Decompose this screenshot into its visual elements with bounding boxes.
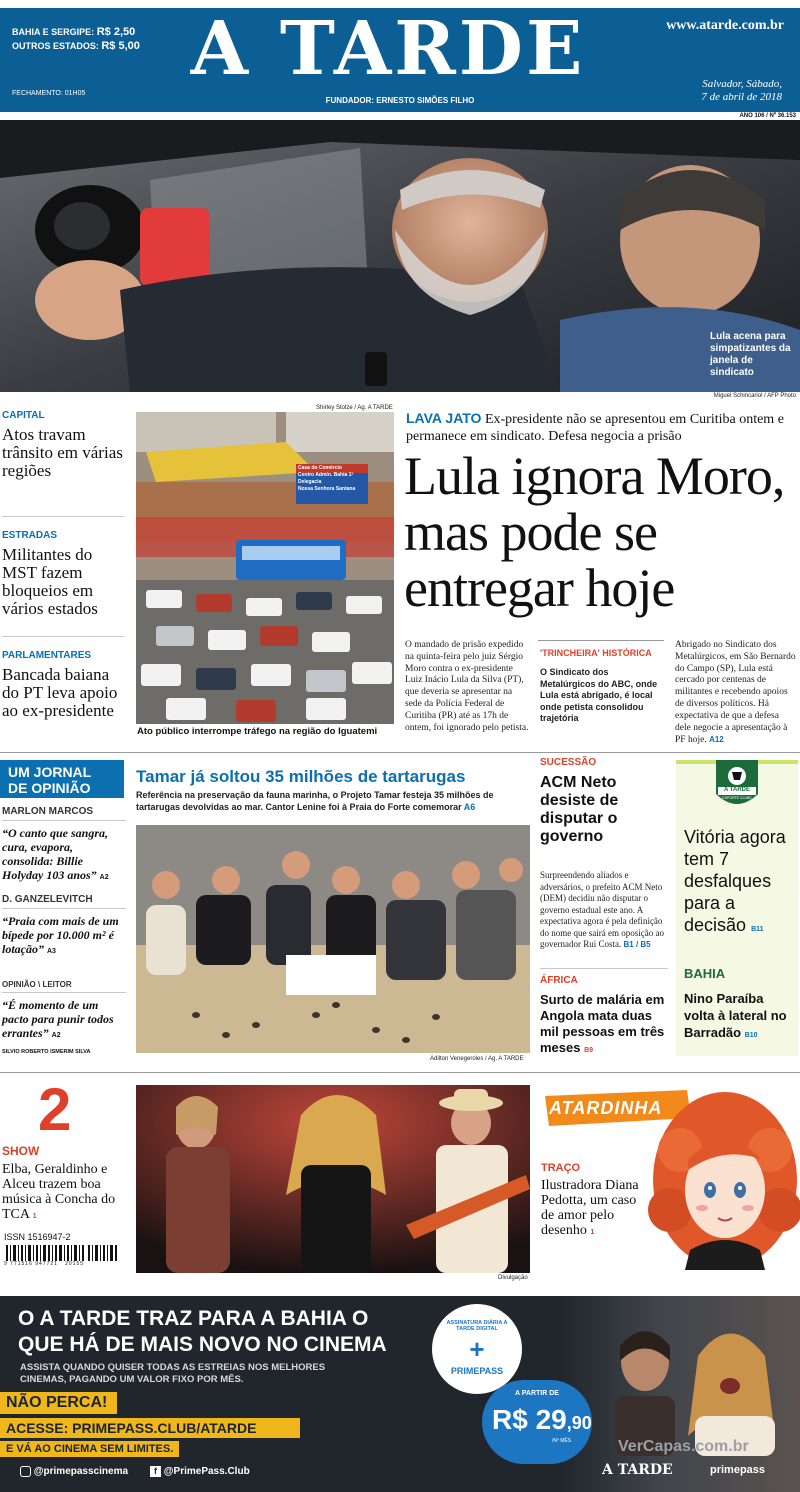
primepass-ad[interactable] [0, 1296, 800, 1492]
story-headline: Ilustradora Diana Pedotta, um caso de amor pelo desenho 1 [541, 1178, 639, 1238]
lead-photo-credit: Miguel Schincariol / AFP Photo [713, 393, 796, 399]
left-teaser-1[interactable] [2, 410, 128, 480]
teaser-kicker: PARLAMENTARES [2, 650, 92, 661]
caderno-2-number: 2 [38, 1076, 72, 1143]
facebook-icon: f [150, 1466, 161, 1477]
ad-cta-dont-miss: NÃO PERCA! [0, 1392, 117, 1414]
tamar-headline[interactable]: Tamar já soltou 35 milhões de tartarugas [136, 767, 466, 786]
badge-subtext: ESPORTE CLUBE [722, 796, 752, 800]
lead-body-col3: Abrigado no Sindicato dos Metalúrgicos, em São Bernardo do Campo (SP), Lula está cercado por centenas de militantes e recebendo apoios de diversos políticos. Há expectativa de que a defesa dele negocie a apresentação à PF hoje. A12 [675, 640, 796, 746]
price-bahia: BAHIA E SERGIPE: R$ 2,50 [12, 26, 136, 38]
edition-number: ANO 106 / Nº 36.153 [739, 113, 796, 119]
divider [538, 640, 664, 641]
traffic-photo-credit: Shirley Stolze / Ag. A TARDE [316, 405, 393, 411]
story-kicker: TRAÇO [541, 1162, 581, 1174]
traffic-photo-caption: Ato público interrompe tráfego na região do Iguatemi [137, 726, 378, 737]
lead-sidebar[interactable] [540, 648, 664, 725]
ad-brand-primepass: primepass [710, 1464, 766, 1476]
ad-price-badge [482, 1380, 592, 1464]
story-kicker: SUCESSÃO [540, 757, 597, 768]
reader-section-title: OPINIÃO \ LEITOR [2, 980, 72, 989]
newspaper-logo: A TARDE [190, 6, 586, 92]
lead-photo-illustration [0, 120, 800, 392]
street-sign: Casa do Comércio Centro Admin. Bahia 1ª Delegacia Nossa Senhora Santana [298, 465, 356, 492]
barcode-digits: 9 771516 947721 20155 [4, 1261, 84, 1267]
badge-text: A TARDE [724, 787, 750, 793]
website-link[interactable]: www.atarde.com.br [666, 18, 784, 33]
sport-headline: Vitória agora tem 7 desfalques para a decisão B11 [684, 827, 786, 935]
story-kicker: ÁFRICA [540, 975, 578, 986]
section-divider [0, 1072, 800, 1073]
divider [2, 636, 124, 637]
ad-cta-url[interactable]: ACESSE: PRIMEPASS.CLUB/ATARDE [0, 1418, 300, 1438]
watermark: VerCapas.com.br [618, 1438, 749, 1455]
teaser-headline: Bancada baiana do PT leva apoio ao ex-presidente [2, 665, 118, 720]
teaser-kicker: ESTRADAS [2, 530, 58, 541]
sport-kicker: BAHIA [684, 966, 726, 981]
teaser-headline: Atos travam trânsito em várias regiões [2, 425, 123, 480]
traffic-photo-illustration [136, 412, 394, 724]
ad-people [610, 1316, 680, 1396]
tamar-deck: Referência na preservação da fauna marinha, o Projeto Tamar festeja 35 milhões de tartarugas devolvidas ao mar. Cantor Lenine foi à Praia do Forte comemorar A6 [136, 790, 494, 812]
africa-story[interactable] [540, 975, 668, 1059]
barcode [4, 1245, 124, 1267]
sport-headline-2: Nino Paraíba volta à lateral no Barradão B10 [684, 991, 787, 1040]
lead-photo-caption: Lula acena para simpatizantes da janela de sindicato [710, 331, 791, 378]
opinion-title-box [0, 760, 124, 798]
concert-photo[interactable] [136, 1085, 530, 1273]
reader-opinion[interactable] [2, 980, 126, 1055]
lead-photo[interactable] [0, 120, 800, 392]
lead-body-col1: O mandado de prisão expedido na quinta-feira pelo juiz Sérgio Moro contra o ex-presidente Luiz Inácio Lula da Silva (PT), que deveria se apresentar na sede da Polícia Federal de Curitiba (PR) até as 17h de ontem, foi ignorado pelo petista. [405, 640, 529, 733]
price-from: A PARTIR DE [515, 1390, 559, 1397]
opinion-entry-1[interactable] [2, 806, 126, 885]
reader-quote: “É momento de um pacto para punir todos errantes” A2 [2, 998, 114, 1040]
concert-photo-illustration [136, 1085, 530, 1273]
sidebar-kicker: 'TRINCHEIRA' HISTÓRICA [540, 648, 652, 658]
tamar-photo-illustration [136, 825, 530, 1053]
tamar-photo[interactable] [136, 825, 530, 1053]
columnist-name: MARLON MARCOS [2, 806, 94, 817]
show-teaser[interactable] [2, 1144, 132, 1224]
opinion-entry-2[interactable] [2, 894, 126, 959]
divider [2, 516, 124, 517]
show-kicker: SHOW [2, 1144, 40, 1158]
sidebar-text: O Sindicato dos Metalúrgicos do ABC, onde Lula está abrigado, é local onde petista consolidou trajetória [540, 667, 658, 723]
dateline: Salvador, Sábado, 7 de abril de 2018 [701, 78, 782, 103]
columnist-name: D. GANZELEVITCH [2, 894, 93, 905]
story-headline: Surto de malária em Angola mata duas mil pessoas em três meses B9 [540, 992, 665, 1055]
girl-illustration [640, 1090, 800, 1270]
column-quote: “Praia com mais de um bípede por 10.000 m² é lotação” A3 [2, 914, 119, 956]
show-headline: Elba, Geraldinho e Alceu trazem boa música à Concha do TCA 1 [2, 1162, 116, 1222]
succession-story[interactable] [540, 757, 668, 951]
teaser-headline: Militantes do MST fazem bloqueios em vários estados [2, 545, 98, 618]
sport-badge [712, 760, 762, 814]
ad-instagram[interactable]: @primepasscinema [20, 1466, 128, 1477]
founder-line: FUNDADOR: ERNESTO SIMÕES FILHO [325, 96, 475, 105]
column-quote: “O canto que sangra, cura, evapora, consolida: Billie Holyday 103 anos” A2 [2, 826, 109, 882]
story-body: Surpreendendo aliados e adversários, o prefeito ACM Neto (DEM) decidiu não disputar o governo estadual este ano. A expectativa agora é pela definição do nome que sairá em oposição ao governador Rui Costa. B1 / B5 [540, 870, 664, 949]
divider [2, 820, 126, 821]
reader-name: SILVIO ROBERTO ISMERIM SILVA [2, 1049, 91, 1055]
lead-headline[interactable]: Lula ignora Moro, mas pode se entregar hoje [404, 446, 785, 618]
ad-facebook[interactable]: f @PrimePass.Club [150, 1466, 250, 1477]
ad-brand-atarde: A TARDE [602, 1462, 673, 1478]
left-teaser-3[interactable] [2, 650, 128, 720]
issn: ISSN 1516947-2 [4, 1232, 71, 1242]
divider [2, 992, 126, 993]
badge-name: PRIMEPASS [450, 1366, 504, 1376]
atardinha-logo-text: ATARDINHA [549, 1098, 663, 1118]
plus-icon: + [469, 1334, 485, 1364]
price-other-states: OUTROS ESTADOS: R$ 5,00 [12, 40, 140, 52]
divider [540, 968, 668, 969]
opinion-title: UM JORNAL DE OPINIÃO [8, 764, 92, 796]
lead-kicker: LAVA JATO Ex-presidente não se apresentou em Curitiba ontem e permanece em sindicato. Defesa negocia a prisão [406, 410, 784, 444]
ad-headline: O A TARDE TRAZ PARA A BAHIA O QUE HÁ DE MAIS NOVO NO CINEMA [18, 1307, 387, 1356]
divider [2, 908, 126, 909]
ad-cta-tagline: E VÁ AO CINEMA SEM LIMITES. [0, 1441, 179, 1457]
atardinha-story[interactable] [541, 1162, 641, 1240]
audience-illustration [610, 1316, 800, 1456]
teaser-kicker: CAPITAL [2, 410, 45, 421]
badge-top-text: ASSINATURA DIÁRIA A TARDE DIGITAL [446, 1320, 508, 1332]
ad-primepass-badge [432, 1304, 522, 1394]
instagram-icon [20, 1466, 31, 1477]
concert-photo-credit: Divulgação [498, 1275, 528, 1281]
left-teaser-2[interactable] [2, 530, 128, 618]
traffic-photo[interactable] [136, 412, 394, 724]
price-period: /Nº MÊS [552, 1438, 572, 1444]
section-divider [0, 752, 800, 753]
closing-time: FECHAMENTO: 01H05 [12, 90, 86, 97]
story-headline: ACM Neto desiste de disputar o governo [540, 774, 619, 845]
cartoon-girl-icon [640, 1090, 800, 1270]
tamar-photo-credit: Adilton Venegeroles / Ag. A TARDE [430, 1056, 524, 1062]
price: R$ 29,90 [492, 1404, 592, 1435]
ad-subline: ASSISTA QUANDO QUISER TODAS AS ESTREIAS NOS MELHORES CINEMAS, PAGANDO UM VALOR FIXO POR MÊS. [20, 1362, 326, 1385]
